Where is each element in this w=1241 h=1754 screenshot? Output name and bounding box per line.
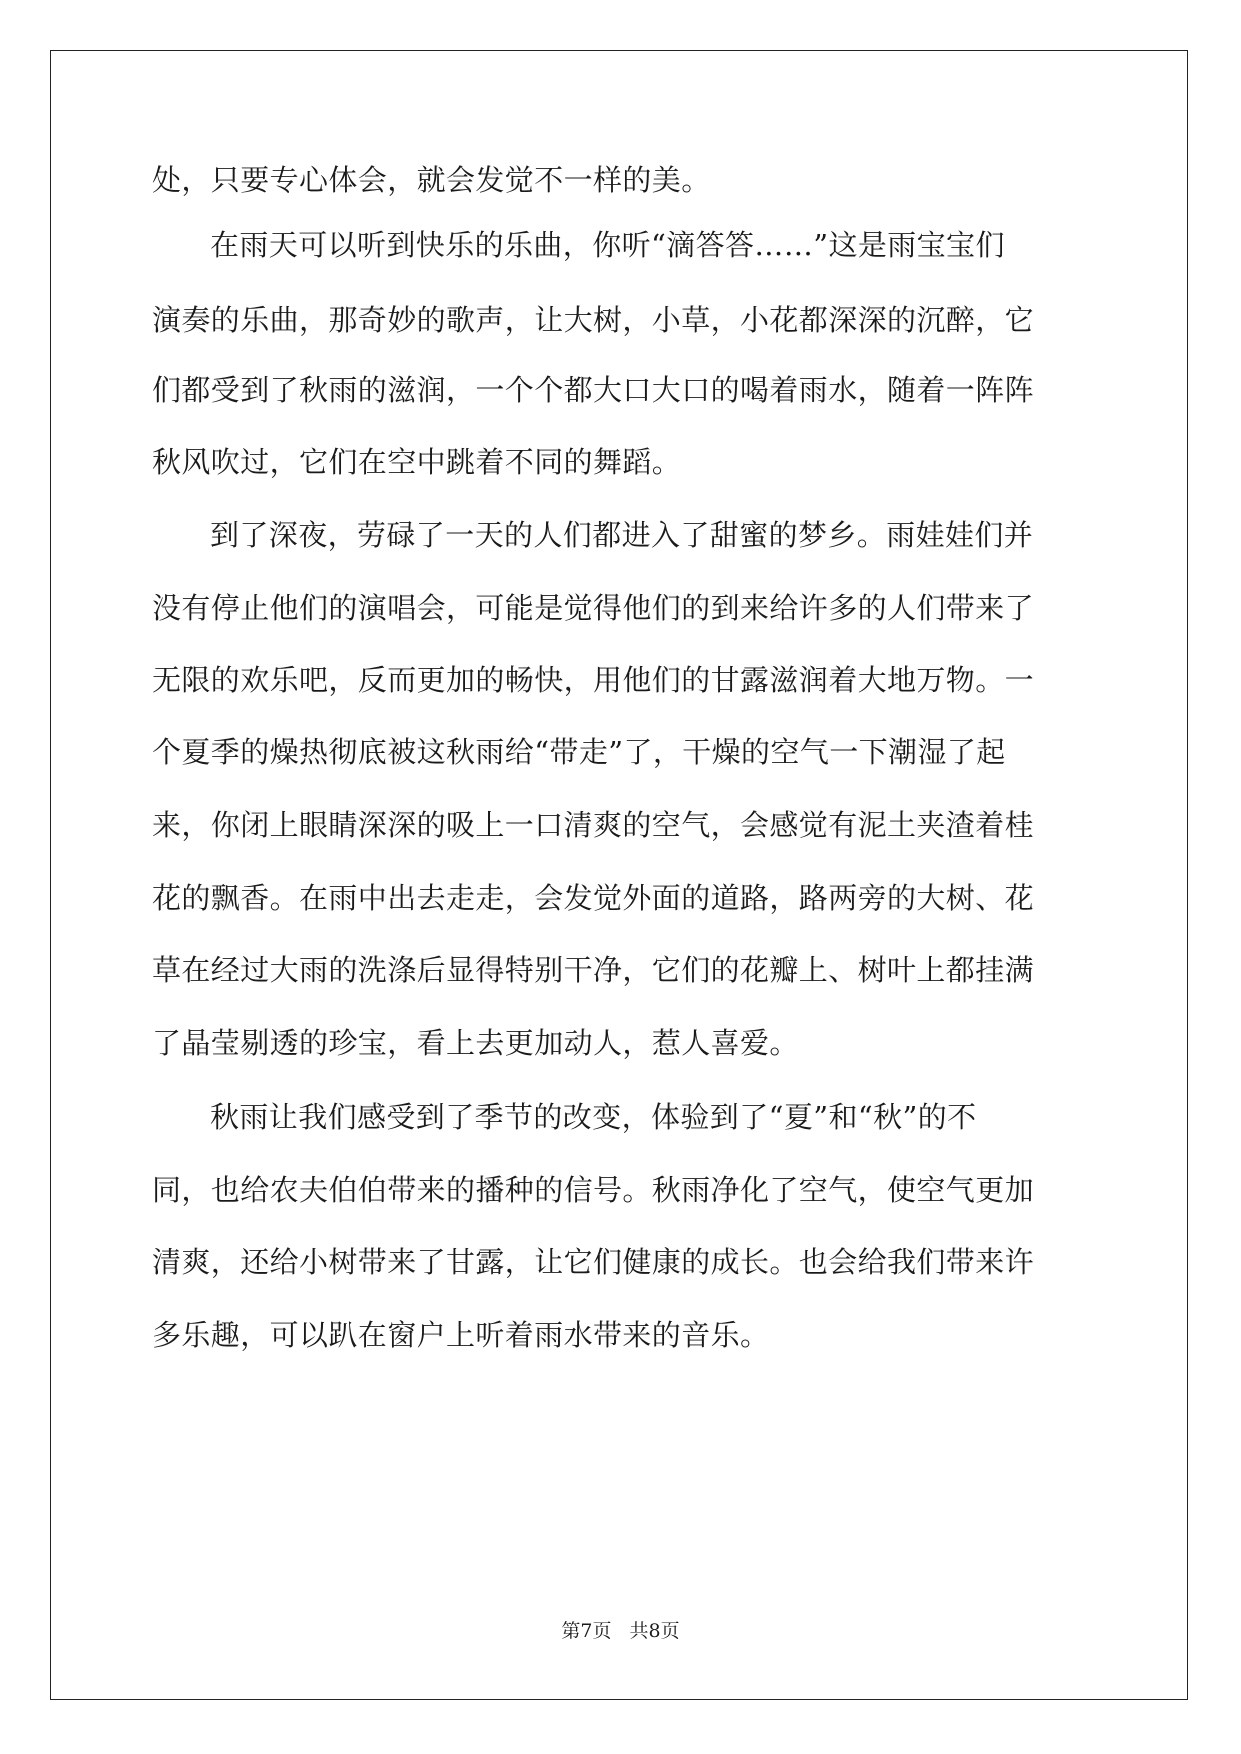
paragraph-start-line: 秋雨让我们感受到了季节的改变，体验到了“夏”和“秋”的不 [210, 1100, 977, 1134]
text-line: 同，也给农夫伯伯带来的播种的信号。秋雨净化了空气，使空气更加 [152, 1173, 1035, 1207]
text-line: 草在经过大雨的洗涤后显得特别干净，它们的花瓣上、树叶上都挂满 [152, 953, 1035, 987]
text-line: 无限的欢乐吧，反而更加的畅快，用他们的甘露滋润着大地万物。一 [152, 663, 1035, 697]
page-number-total: 共8页 [629, 1620, 680, 1642]
text-line: 清爽，还给小树带来了甘露，让它们健康的成长。也会给我们带来许 [152, 1245, 1035, 1279]
text-line: 了晶莹剔透的珍宝，看上去更加动人，惹人喜爱。 [152, 1026, 799, 1060]
paragraph-start-line: 到了深夜，劳碌了一天的人们都进入了甜蜜的梦乡。雨娃娃们并 [210, 518, 1034, 552]
text-line: 花的飘香。在雨中出去走走，会发觉外面的道路，路两旁的大树、花 [152, 881, 1035, 915]
text-line: 处，只要专心体会，就会发觉不一样的美。 [152, 163, 711, 197]
page-number-current: 第7页 [561, 1620, 612, 1642]
page-footer [0, 1616, 1241, 1643]
text-line: 没有停止他们的演唱会，可能是觉得他们的到来给许多的人们带来了 [152, 591, 1035, 625]
text-line: 个夏季的燥热彻底被这秋雨给“带走”了，干燥的空气一下潮湿了起 [152, 735, 1006, 769]
text-line: 秋风吹过，它们在空中跳着不同的舞蹈。 [152, 445, 682, 479]
paragraph-start-line: 在雨天可以听到快乐的乐曲，你听“滴答答……”这是雨宝宝们 [210, 228, 1005, 262]
text-line: 演奏的乐曲，那奇妙的歌声，让大树，小草，小花都深深的沉醉，它 [152, 303, 1035, 337]
text-line: 来，你闭上眼睛深深的吸上一口清爽的空气，会感觉有泥土夹渣着桂 [152, 808, 1035, 842]
text-line: 多乐趣，可以趴在窗户上听着雨水带来的音乐。 [152, 1318, 770, 1352]
text-line: 们都受到了秋雨的滋润，一个个都大口大口的喝着雨水，随着一阵阵 [152, 373, 1035, 407]
